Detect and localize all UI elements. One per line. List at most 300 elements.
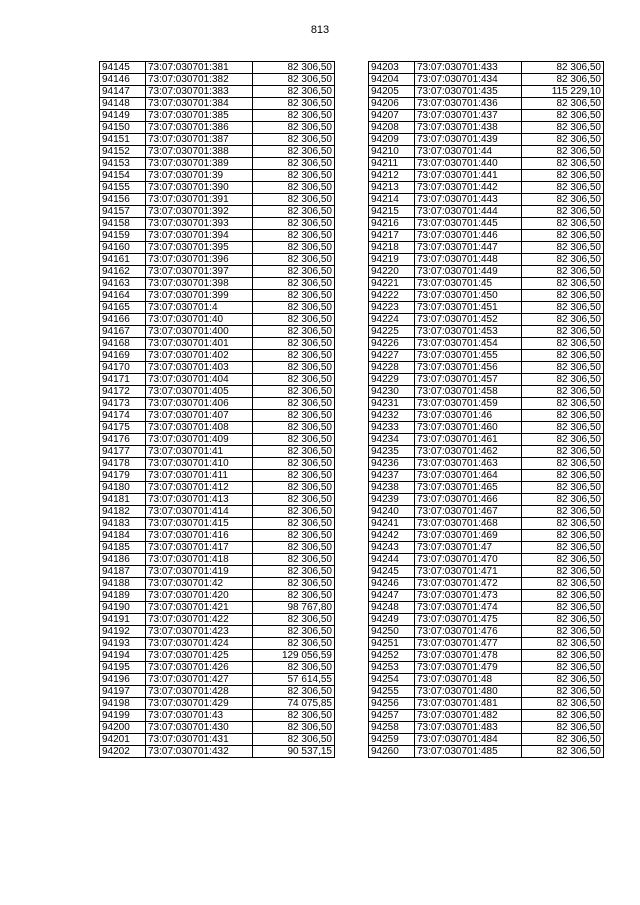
table-row [100, 182, 335, 194]
cadastral-number-cell: 73:07:030701:464 [415, 470, 522, 482]
cadastral-number-cell: 73:07:030701:414 [146, 506, 253, 518]
value-cell: 82 306,50 [253, 422, 335, 434]
row-number-cell: 94257 [369, 710, 415, 722]
row-number-cell: 94250 [369, 626, 415, 638]
row-number-cell: 94174 [100, 410, 146, 422]
row-number-cell: 94155 [100, 182, 146, 194]
cadastral-number-cell: 73:07:030701:470 [415, 554, 522, 566]
value-cell: 82 306,50 [253, 206, 335, 218]
value-cell: 82 306,50 [253, 242, 335, 254]
row-number-cell: 94191 [100, 614, 146, 626]
left-table [99, 61, 335, 758]
value-cell: 82 306,50 [522, 386, 604, 398]
cadastral-number-cell: 73:07:030701:475 [415, 614, 522, 626]
cadastral-number-cell: 73:07:030701:460 [415, 422, 522, 434]
cadastral-number-cell: 73:07:030701:431 [146, 734, 253, 746]
table-row [100, 518, 335, 530]
cadastral-number-cell: 73:07:030701:456 [415, 362, 522, 374]
table-row [369, 734, 604, 746]
table-row [100, 86, 335, 98]
value-cell: 82 306,50 [522, 734, 604, 746]
table-row [369, 146, 604, 158]
table-row [369, 230, 604, 242]
value-cell: 82 306,50 [253, 722, 335, 734]
row-number-cell: 94248 [369, 602, 415, 614]
table-row [100, 482, 335, 494]
value-cell: 82 306,50 [522, 602, 604, 614]
value-cell: 82 306,50 [522, 578, 604, 590]
row-number-cell: 94194 [100, 650, 146, 662]
value-cell: 82 306,50 [253, 470, 335, 482]
row-number-cell: 94168 [100, 338, 146, 350]
cadastral-number-cell: 73:07:030701:42 [146, 578, 253, 590]
value-cell: 82 306,50 [253, 410, 335, 422]
value-cell: 82 306,50 [522, 722, 604, 734]
cadastral-number-cell: 73:07:030701:43 [146, 710, 253, 722]
value-cell: 82 306,50 [522, 506, 604, 518]
cadastral-number-cell: 73:07:030701:394 [146, 230, 253, 242]
row-number-cell: 94217 [369, 230, 415, 242]
value-cell: 82 306,50 [522, 518, 604, 530]
cadastral-number-cell: 73:07:030701:402 [146, 350, 253, 362]
value-cell: 82 306,50 [253, 278, 335, 290]
row-number-cell: 94165 [100, 302, 146, 314]
cadastral-number-cell: 73:07:030701:385 [146, 110, 253, 122]
value-cell: 82 306,50 [253, 710, 335, 722]
row-number-cell: 94223 [369, 302, 415, 314]
table-row [100, 62, 335, 74]
table-row [100, 662, 335, 674]
value-cell: 82 306,50 [253, 146, 335, 158]
table-row [100, 734, 335, 746]
row-number-cell: 94259 [369, 734, 415, 746]
table-row [369, 62, 604, 74]
cadastral-number-cell: 73:07:030701:46 [415, 410, 522, 422]
value-cell: 82 306,50 [253, 686, 335, 698]
value-cell: 82 306,50 [253, 614, 335, 626]
row-number-cell: 94195 [100, 662, 146, 674]
table-row [100, 698, 335, 710]
table-row [369, 182, 604, 194]
table-row [100, 374, 335, 386]
value-cell: 82 306,50 [522, 398, 604, 410]
cadastral-number-cell: 73:07:030701:448 [415, 254, 522, 266]
row-number-cell: 94193 [100, 638, 146, 650]
cadastral-number-cell: 73:07:030701:453 [415, 326, 522, 338]
value-cell: 82 306,50 [253, 362, 335, 374]
value-cell: 82 306,50 [522, 254, 604, 266]
value-cell: 82 306,50 [522, 350, 604, 362]
row-number-cell: 94224 [369, 314, 415, 326]
cadastral-number-cell: 73:07:030701:452 [415, 314, 522, 326]
row-number-cell: 94154 [100, 170, 146, 182]
value-cell: 82 306,50 [253, 218, 335, 230]
value-cell: 82 306,50 [522, 206, 604, 218]
table-row [369, 398, 604, 410]
table-row [369, 278, 604, 290]
cadastral-number-cell: 73:07:030701:382 [146, 74, 253, 86]
row-number-cell: 94164 [100, 290, 146, 302]
row-number-cell: 94189 [100, 590, 146, 602]
row-number-cell: 94185 [100, 542, 146, 554]
table-row [369, 254, 604, 266]
cadastral-number-cell: 73:07:030701:426 [146, 662, 253, 674]
cadastral-number-cell: 73:07:030701:434 [415, 74, 522, 86]
cadastral-number-cell: 73:07:030701:420 [146, 590, 253, 602]
value-cell: 82 306,50 [253, 566, 335, 578]
table-row [100, 434, 335, 446]
row-number-cell: 94159 [100, 230, 146, 242]
cadastral-number-cell: 73:07:030701:473 [415, 590, 522, 602]
row-number-cell: 94243 [369, 542, 415, 554]
table-row [369, 290, 604, 302]
cadastral-number-cell: 73:07:030701:397 [146, 266, 253, 278]
cadastral-number-cell: 73:07:030701:442 [415, 182, 522, 194]
cadastral-number-cell: 73:07:030701:484 [415, 734, 522, 746]
value-cell: 82 306,50 [522, 554, 604, 566]
table-row [100, 386, 335, 398]
cadastral-number-cell: 73:07:030701:393 [146, 218, 253, 230]
row-number-cell: 94153 [100, 158, 146, 170]
table-row [369, 698, 604, 710]
cadastral-number-cell: 73:07:030701:450 [415, 290, 522, 302]
value-cell: 82 306,50 [522, 470, 604, 482]
cadastral-number-cell: 73:07:030701:468 [415, 518, 522, 530]
cadastral-number-cell: 73:07:030701:403 [146, 362, 253, 374]
cadastral-number-cell: 73:07:030701:410 [146, 458, 253, 470]
value-cell: 82 306,50 [253, 386, 335, 398]
cadastral-number-cell: 73:07:030701:469 [415, 530, 522, 542]
row-number-cell: 94240 [369, 506, 415, 518]
table-row [369, 542, 604, 554]
cadastral-number-cell: 73:07:030701:4 [146, 302, 253, 314]
cadastral-number-cell: 73:07:030701:438 [415, 122, 522, 134]
row-number-cell: 94237 [369, 470, 415, 482]
value-cell: 82 306,50 [522, 530, 604, 542]
row-number-cell: 94208 [369, 122, 415, 134]
value-cell: 82 306,50 [253, 518, 335, 530]
cadastral-number-cell: 73:07:030701:47 [415, 542, 522, 554]
cadastral-number-cell: 73:07:030701:485 [415, 746, 522, 758]
table-row [369, 242, 604, 254]
row-number-cell: 94225 [369, 326, 415, 338]
row-number-cell: 94233 [369, 422, 415, 434]
cadastral-number-cell: 73:07:030701:446 [415, 230, 522, 242]
value-cell: 82 306,50 [522, 218, 604, 230]
table-row [369, 386, 604, 398]
table-row [100, 398, 335, 410]
value-cell: 82 306,50 [522, 230, 604, 242]
cadastral-number-cell: 73:07:030701:407 [146, 410, 253, 422]
cadastral-number-cell: 73:07:030701:436 [415, 98, 522, 110]
value-cell: 82 306,50 [253, 434, 335, 446]
value-cell: 82 306,50 [522, 650, 604, 662]
table-row [100, 134, 335, 146]
right-table [368, 61, 604, 758]
table-row [369, 434, 604, 446]
table-row [100, 302, 335, 314]
table-row [100, 350, 335, 362]
table-row [369, 362, 604, 374]
table-row [100, 566, 335, 578]
table-row [369, 506, 604, 518]
table-row [369, 110, 604, 122]
row-number-cell: 94227 [369, 350, 415, 362]
value-cell: 82 306,50 [253, 134, 335, 146]
value-cell: 82 306,50 [253, 74, 335, 86]
value-cell: 82 306,50 [522, 290, 604, 302]
table-row [369, 746, 604, 758]
table-row [100, 602, 335, 614]
cadastral-number-cell: 73:07:030701:444 [415, 206, 522, 218]
row-number-cell: 94231 [369, 398, 415, 410]
table-row [369, 638, 604, 650]
cadastral-number-cell: 73:07:030701:459 [415, 398, 522, 410]
cadastral-number-cell: 73:07:030701:409 [146, 434, 253, 446]
cadastral-number-cell: 73:07:030701:401 [146, 338, 253, 350]
value-cell: 98 767,80 [253, 602, 335, 614]
value-cell: 82 306,50 [253, 446, 335, 458]
cadastral-number-cell: 73:07:030701:412 [146, 482, 253, 494]
row-number-cell: 94157 [100, 206, 146, 218]
cadastral-number-cell: 73:07:030701:381 [146, 62, 253, 74]
cadastral-number-cell: 73:07:030701:433 [415, 62, 522, 74]
cadastral-number-cell: 73:07:030701:421 [146, 602, 253, 614]
table-row [369, 686, 604, 698]
value-cell: 82 306,50 [522, 482, 604, 494]
value-cell: 82 306,50 [253, 302, 335, 314]
table-row [369, 338, 604, 350]
row-number-cell: 94251 [369, 638, 415, 650]
row-number-cell: 94241 [369, 518, 415, 530]
cadastral-number-cell: 73:07:030701:472 [415, 578, 522, 590]
row-number-cell: 94229 [369, 374, 415, 386]
table-row [369, 458, 604, 470]
cadastral-number-cell: 73:07:030701:395 [146, 242, 253, 254]
row-number-cell: 94207 [369, 110, 415, 122]
table-row [100, 746, 335, 758]
row-number-cell: 94206 [369, 98, 415, 110]
row-number-cell: 94156 [100, 194, 146, 206]
table-row [369, 314, 604, 326]
cadastral-number-cell: 73:07:030701:405 [146, 386, 253, 398]
cadastral-number-cell: 73:07:030701:437 [415, 110, 522, 122]
table-row [369, 74, 604, 86]
table-row [369, 410, 604, 422]
table-row [100, 278, 335, 290]
cadastral-number-cell: 73:07:030701:48 [415, 674, 522, 686]
value-cell: 82 306,50 [253, 86, 335, 98]
table-row [100, 650, 335, 662]
cadastral-number-cell: 73:07:030701:390 [146, 182, 253, 194]
value-cell: 82 306,50 [253, 626, 335, 638]
table-row [100, 470, 335, 482]
value-cell: 82 306,50 [522, 434, 604, 446]
cadastral-number-cell: 73:07:030701:41 [146, 446, 253, 458]
cadastral-number-cell: 73:07:030701:483 [415, 722, 522, 734]
cadastral-number-cell: 73:07:030701:392 [146, 206, 253, 218]
value-cell: 82 306,50 [522, 74, 604, 86]
cadastral-number-cell: 73:07:030701:480 [415, 686, 522, 698]
row-number-cell: 94177 [100, 446, 146, 458]
row-number-cell: 94173 [100, 398, 146, 410]
row-number-cell: 94247 [369, 590, 415, 602]
value-cell: 82 306,50 [522, 446, 604, 458]
row-number-cell: 94238 [369, 482, 415, 494]
row-number-cell: 94216 [369, 218, 415, 230]
row-number-cell: 94245 [369, 566, 415, 578]
table-row [100, 218, 335, 230]
value-cell: 82 306,50 [253, 62, 335, 74]
table-row [369, 98, 604, 110]
value-cell: 82 306,50 [253, 494, 335, 506]
table-row [100, 578, 335, 590]
left-table-body [100, 62, 335, 758]
cadastral-number-cell: 73:07:030701:418 [146, 554, 253, 566]
right-table-body [369, 62, 604, 758]
cadastral-number-cell: 73:07:030701:481 [415, 698, 522, 710]
cadastral-number-cell: 73:07:030701:482 [415, 710, 522, 722]
cadastral-number-cell: 73:07:030701:413 [146, 494, 253, 506]
cadastral-number-cell: 73:07:030701:474 [415, 602, 522, 614]
cadastral-number-cell: 73:07:030701:389 [146, 158, 253, 170]
value-cell: 82 306,50 [522, 566, 604, 578]
table-row [100, 254, 335, 266]
table-row [100, 506, 335, 518]
value-cell: 82 306,50 [253, 350, 335, 362]
value-cell: 82 306,50 [253, 338, 335, 350]
value-cell: 82 306,50 [253, 98, 335, 110]
value-cell: 82 306,50 [253, 266, 335, 278]
row-number-cell: 94182 [100, 506, 146, 518]
value-cell: 82 306,50 [522, 134, 604, 146]
cadastral-number-cell: 73:07:030701:391 [146, 194, 253, 206]
value-cell: 82 306,50 [253, 110, 335, 122]
table-row [100, 494, 335, 506]
row-number-cell: 94146 [100, 74, 146, 86]
cadastral-number-cell: 73:07:030701:439 [415, 134, 522, 146]
table-row [100, 590, 335, 602]
row-number-cell: 94246 [369, 578, 415, 590]
value-cell: 82 306,50 [522, 626, 604, 638]
table-row [100, 446, 335, 458]
table-row [369, 530, 604, 542]
cadastral-number-cell: 73:07:030701:422 [146, 614, 253, 626]
row-number-cell: 94204 [369, 74, 415, 86]
value-cell: 82 306,50 [522, 710, 604, 722]
cadastral-number-cell: 73:07:030701:406 [146, 398, 253, 410]
row-number-cell: 94161 [100, 254, 146, 266]
row-number-cell: 94187 [100, 566, 146, 578]
row-number-cell: 94260 [369, 746, 415, 758]
value-cell: 82 306,50 [522, 662, 604, 674]
row-number-cell: 94160 [100, 242, 146, 254]
table-row [100, 110, 335, 122]
value-cell: 82 306,50 [522, 374, 604, 386]
row-number-cell: 94186 [100, 554, 146, 566]
table-row [100, 266, 335, 278]
cadastral-number-cell: 73:07:030701:44 [415, 146, 522, 158]
row-number-cell: 94201 [100, 734, 146, 746]
value-cell: 82 306,50 [253, 542, 335, 554]
value-cell: 82 306,50 [522, 614, 604, 626]
value-cell: 82 306,50 [522, 326, 604, 338]
table-row [100, 326, 335, 338]
cadastral-number-cell: 73:07:030701:467 [415, 506, 522, 518]
value-cell: 82 306,50 [253, 122, 335, 134]
row-number-cell: 94190 [100, 602, 146, 614]
row-number-cell: 94181 [100, 494, 146, 506]
row-number-cell: 94175 [100, 422, 146, 434]
cadastral-number-cell: 73:07:030701:461 [415, 434, 522, 446]
table-row [369, 170, 604, 182]
value-cell: 74 075,85 [253, 698, 335, 710]
value-cell: 82 306,50 [253, 578, 335, 590]
value-cell: 82 306,50 [253, 638, 335, 650]
value-cell: 82 306,50 [522, 458, 604, 470]
value-cell: 82 306,50 [253, 458, 335, 470]
value-cell: 82 306,50 [253, 374, 335, 386]
value-cell: 82 306,50 [253, 554, 335, 566]
table-row [369, 302, 604, 314]
value-cell: 82 306,50 [522, 146, 604, 158]
row-number-cell: 94221 [369, 278, 415, 290]
row-number-cell: 94215 [369, 206, 415, 218]
cadastral-number-cell: 73:07:030701:465 [415, 482, 522, 494]
cadastral-number-cell: 73:07:030701:458 [415, 386, 522, 398]
row-number-cell: 94167 [100, 326, 146, 338]
table-row [369, 602, 604, 614]
row-number-cell: 94244 [369, 554, 415, 566]
table-row [369, 650, 604, 662]
table-row [369, 134, 604, 146]
value-cell: 82 306,50 [522, 98, 604, 110]
cadastral-number-cell: 73:07:030701:424 [146, 638, 253, 650]
cadastral-number-cell: 73:07:030701:400 [146, 326, 253, 338]
row-number-cell: 94219 [369, 254, 415, 266]
cadastral-number-cell: 73:07:030701:387 [146, 134, 253, 146]
table-row [100, 422, 335, 434]
row-number-cell: 94220 [369, 266, 415, 278]
cadastral-number-cell: 73:07:030701:40 [146, 314, 253, 326]
value-cell: 82 306,50 [253, 230, 335, 242]
table-row [369, 722, 604, 734]
value-cell: 82 306,50 [253, 506, 335, 518]
table-row [369, 326, 604, 338]
cadastral-number-cell: 73:07:030701:429 [146, 698, 253, 710]
table-row [369, 518, 604, 530]
value-cell: 82 306,50 [522, 314, 604, 326]
cadastral-number-cell: 73:07:030701:415 [146, 518, 253, 530]
row-number-cell: 94235 [369, 446, 415, 458]
row-number-cell: 94188 [100, 578, 146, 590]
table-row [100, 242, 335, 254]
row-number-cell: 94254 [369, 674, 415, 686]
cadastral-number-cell: 73:07:030701:416 [146, 530, 253, 542]
cadastral-number-cell: 73:07:030701:384 [146, 98, 253, 110]
table-row [100, 458, 335, 470]
row-number-cell: 94147 [100, 86, 146, 98]
table-row [100, 410, 335, 422]
table-row [369, 590, 604, 602]
table-row [100, 122, 335, 134]
value-cell: 82 306,50 [253, 662, 335, 674]
cadastral-number-cell: 73:07:030701:477 [415, 638, 522, 650]
row-number-cell: 94256 [369, 698, 415, 710]
table-row [100, 686, 335, 698]
value-cell: 82 306,50 [522, 542, 604, 554]
row-number-cell: 94209 [369, 134, 415, 146]
